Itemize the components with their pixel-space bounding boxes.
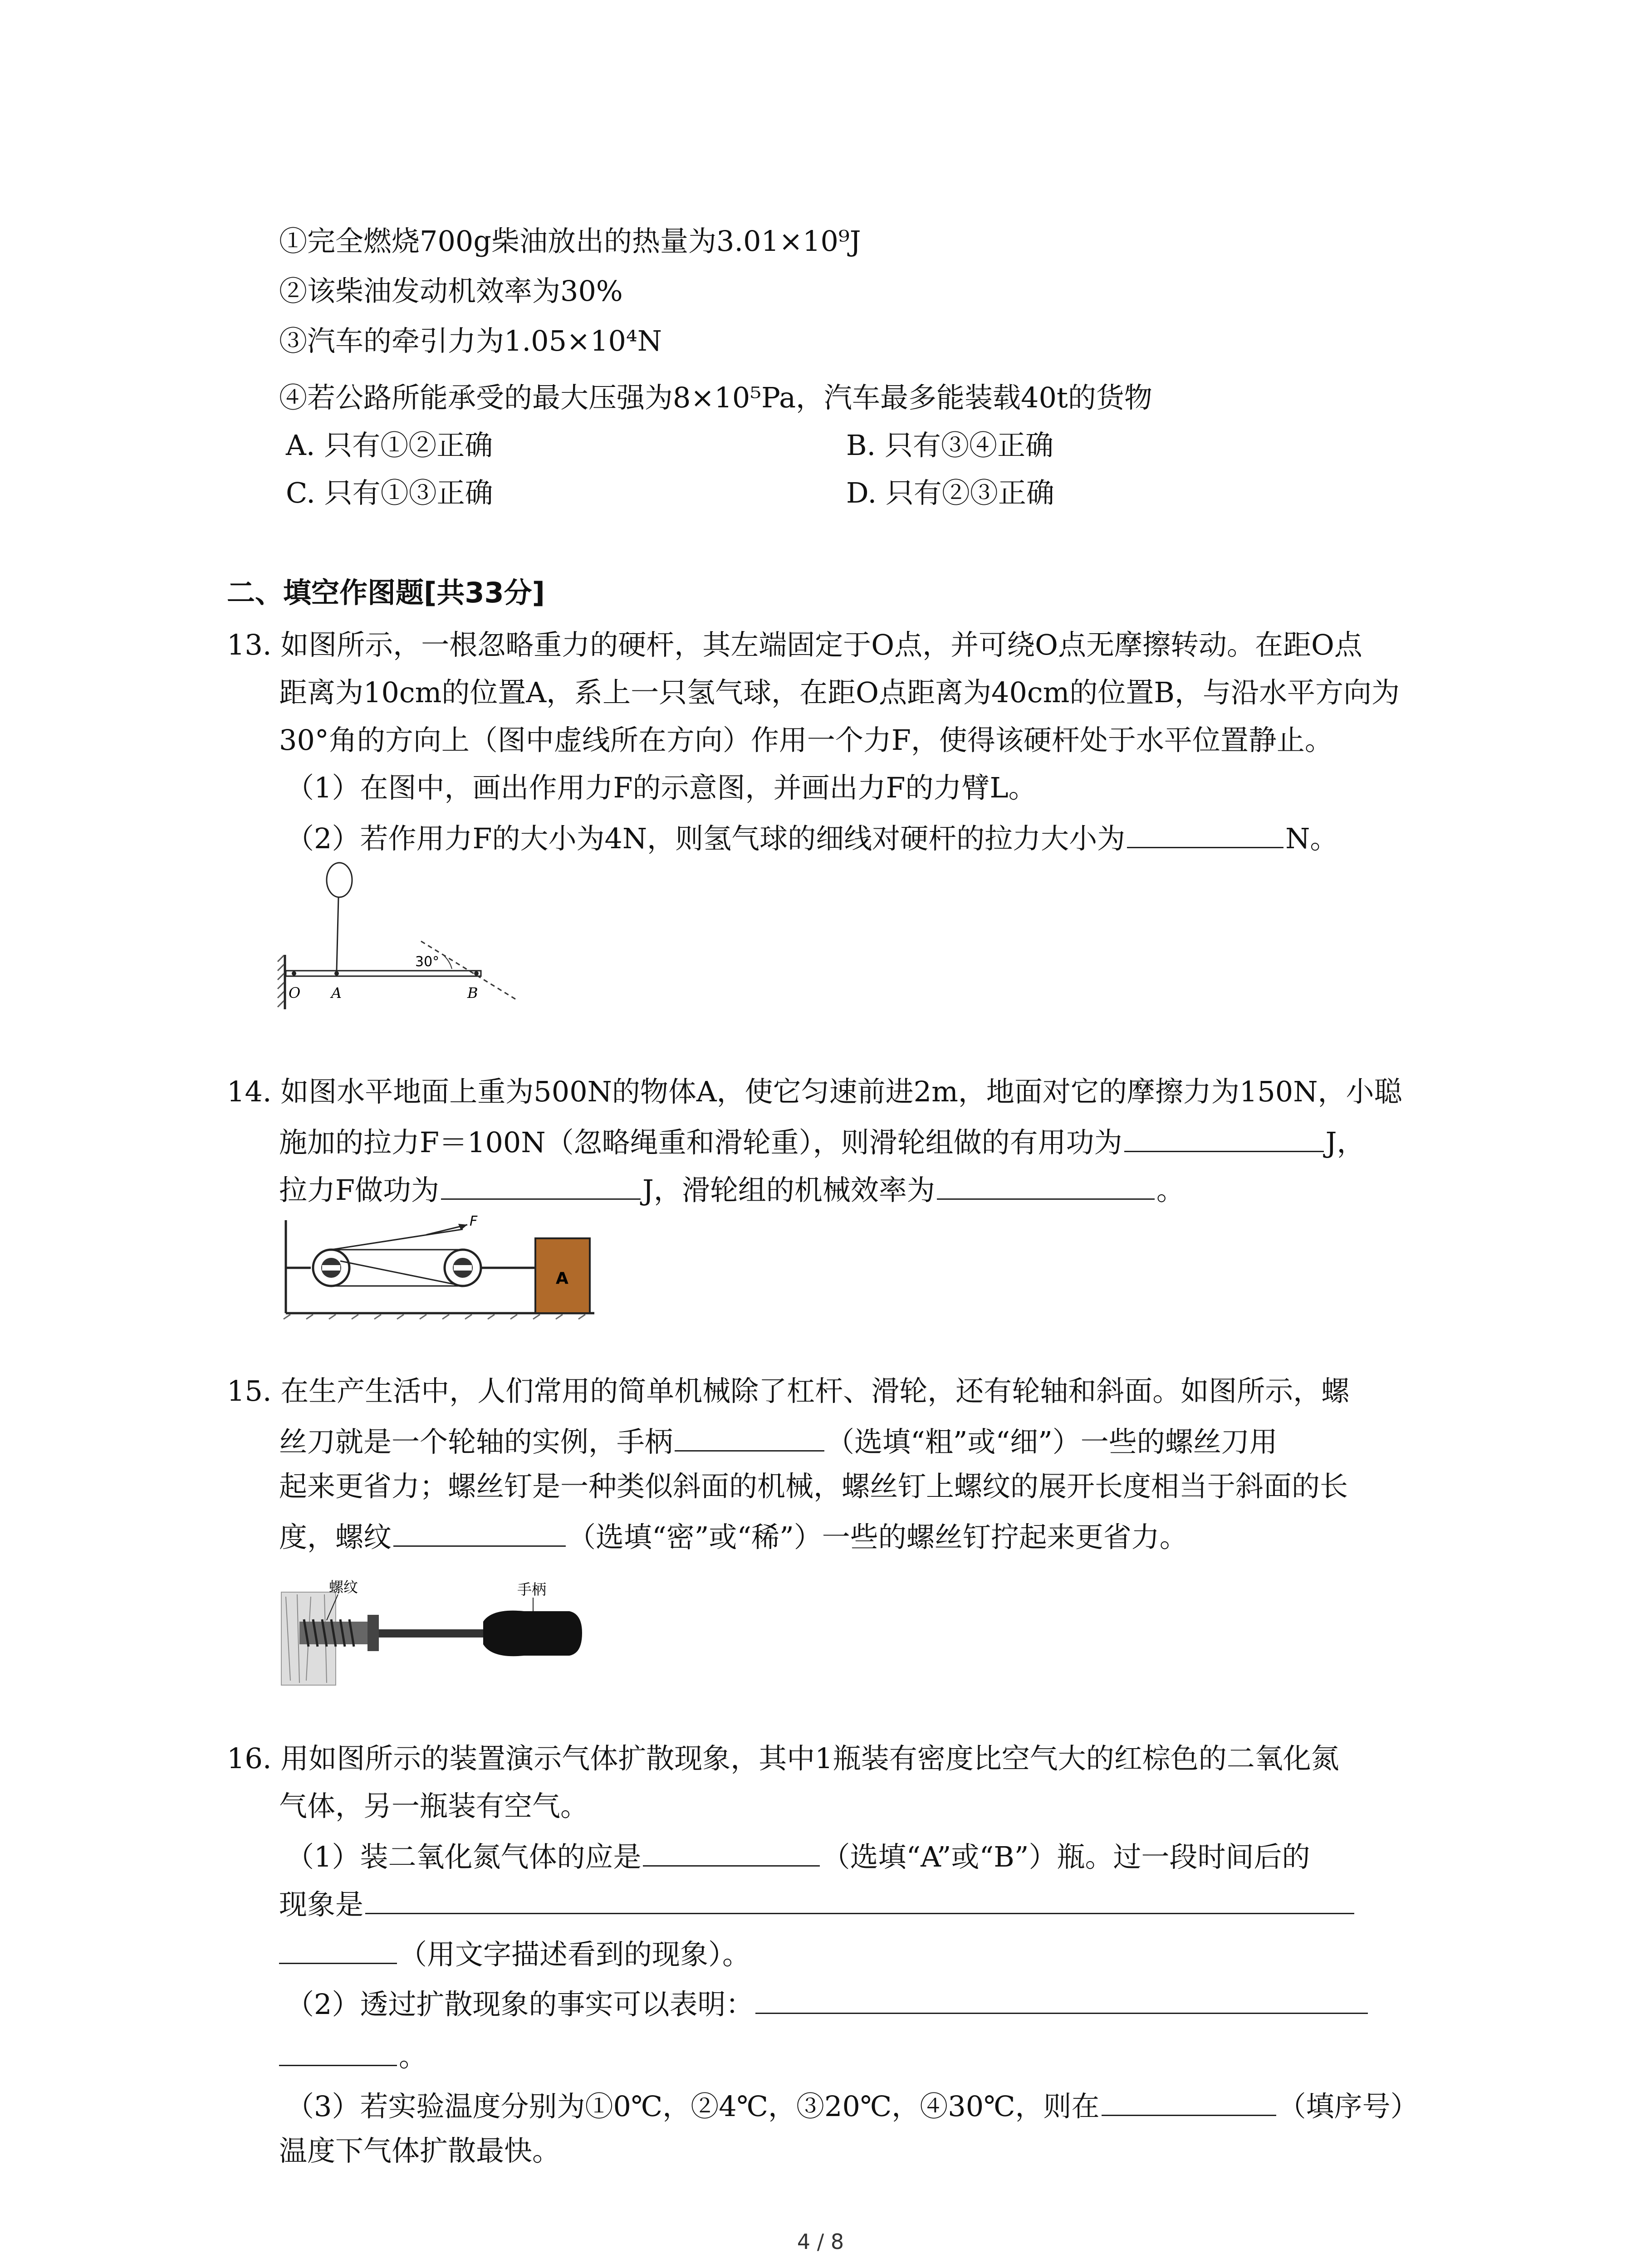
q13-unit: N。 (1285, 822, 1338, 855)
q16-text-5: （2）透过扩散现象的事实可以表明： (286, 1988, 754, 2021)
q15-line-4 (279, 1517, 1188, 1554)
q14-total-work-blank[interactable] (441, 1170, 641, 1200)
statement-3: ③汽车的牵引力为1.05×10⁴N (279, 324, 662, 357)
q13-line-4: （1）在图中，画出作用力F的示意图，并画出力F的力臂L。 (286, 771, 1037, 804)
point-o-label: O (289, 984, 301, 1002)
section-title: 二、填空作图题[共33分] (227, 576, 545, 609)
q13-text: （2）若作用力F的大小为4N，则氢气球的细线对硬杆的拉力大小为 (286, 822, 1126, 855)
q16-text-1: （1）装二氧化氮气体的应是 (286, 1840, 642, 1873)
q16-text-4: （用文字描述看到的现象）。 (399, 1938, 751, 1971)
q14-period: 。 (1156, 1173, 1185, 1207)
q16-text-3: 现象是 (279, 1888, 364, 1921)
q14-line-2 (279, 1123, 1365, 1159)
q14-text-1: 施加的拉力F＝100N（忽略绳重和滑轮重），则滑轮组做的有用功为 (279, 1126, 1122, 1159)
q14-line-3 (279, 1170, 1185, 1207)
option-a: A. 只有①②正确 (286, 429, 493, 462)
q16-phenomenon-blank-2[interactable] (279, 1935, 397, 1964)
q15-text-1: 丝刀就是一个轮轴的实例，手柄 (279, 1425, 673, 1458)
option-d: D. 只有②③正确 (846, 476, 1054, 509)
q13-answer-blank[interactable] (1127, 819, 1283, 848)
q14-line-1: 14. 如图水平地面上重为500N的物体A，使它匀速前进2m，地面对它的摩擦力为150N，小聪 (227, 1075, 1402, 1108)
q15-line-2 (279, 1422, 1278, 1459)
q16-text-2: （选填“A”或“B”）瓶。过一段时间后的 (822, 1840, 1310, 1873)
block-a-label: A (556, 1269, 568, 1288)
q16-text-8: （填序号） (1278, 2090, 1419, 2123)
option-b: B. 只有③④正确 (846, 429, 1053, 462)
q13-line-2: 距离为10cm的位置A，系上一只氢气球，在距O点距离为40cm的位置B，与沿水平方向为 (279, 676, 1400, 709)
q16-line-6 (286, 1984, 1370, 2021)
page-number: 4 / 8 (797, 2229, 844, 2254)
statement-4: ④若公路所能承受的最大压强为8×10⁵Pa，汽车最多能装载40t的货物 (279, 381, 1152, 414)
q15-thread-blank[interactable] (393, 1517, 566, 1547)
q14-unit-1: J， (1325, 1126, 1365, 1159)
q14-useful-work-blank[interactable] (1124, 1123, 1324, 1152)
q16-line-9: 温度下气体扩散最快。 (279, 2134, 561, 2167)
q16-temperature-blank[interactable] (1102, 2087, 1276, 2116)
q14-text-2: 拉力F做功为 (279, 1173, 440, 1207)
point-a-label: A (331, 984, 342, 1002)
lever-figure (277, 857, 531, 1012)
q15-line-1: 15. 在生产生活中，人们常用的简单机械除了杠杆、滑轮，还有轮轴和斜面。如图所示，螺 (227, 1374, 1350, 1408)
angle-label: 30° (415, 954, 440, 970)
q15-text-3: 度，螺纹 (279, 1520, 392, 1554)
option-c: C. 只有①③正确 (286, 476, 493, 509)
q13-line-5 (286, 819, 1338, 855)
q13-line-1: 13. 如图所示，一根忽略重力的硬杆，其左端固定于O点，并可绕O点无摩擦转动。在距O点 (227, 628, 1362, 661)
point-b-label: B (467, 984, 478, 1002)
q15-text-2: （选填“粗”或“细”）一些的螺丝刀用 (826, 1425, 1278, 1458)
statement-2: ②该柴油发动机效率为30% (279, 274, 623, 308)
q16-line-3 (286, 1837, 1310, 1874)
q15-line-3: 起来更省力；螺丝钉是一种类似斜面的机械，螺丝钉上螺纹的展开长度相当于斜面的长 (279, 1470, 1348, 1503)
q16-line-1: 16. 用如图所示的装置演示气体扩散现象，其中1瓶装有密度比空气大的红棕色的二氧化氮 (227, 1742, 1339, 1775)
q14-efficiency-blank[interactable] (937, 1170, 1155, 1200)
q15-handle-blank[interactable] (675, 1422, 824, 1452)
handle-label: 手柄 (517, 1581, 547, 1598)
q16-text-7: （3）若实验温度分别为①0℃，②4℃，③20℃，④30℃，则在 (286, 2090, 1100, 2123)
q16-text-6: 。 (399, 2040, 427, 2073)
q15-text-4: （选填“密”或“稀”）一些的螺丝钉拧起来更省力。 (568, 1520, 1188, 1554)
thread-label: 螺纹 (329, 1579, 358, 1596)
force-f-label: F (470, 1213, 478, 1229)
q16-line-2: 气体，另一瓶装有空气。 (279, 1789, 589, 1823)
q16-conclusion-blank-2[interactable] (279, 2037, 397, 2066)
statement-1: ①完全燃烧700g柴油放出的热量为3.01×10⁹J (279, 225, 861, 258)
pulley-figure (277, 1211, 603, 1320)
q16-line-5 (279, 1935, 750, 1971)
q16-bottle-blank[interactable] (643, 1837, 820, 1867)
q14-text-3: J，滑轮组的机械效率为 (642, 1173, 935, 1207)
q16-conclusion-blank[interactable] (755, 1984, 1368, 2014)
q16-line-7 (279, 2037, 427, 2073)
q16-phenomenon-blank[interactable] (365, 1885, 1354, 1914)
q13-line-3: 30°角的方向上（图中虚线所在方向）作用一个力F，使得该硬杆处于水平位置静止。 (279, 723, 1333, 757)
screwdriver-figure (279, 1579, 588, 1687)
q16-line-8 (286, 2087, 1419, 2123)
q16-line-4 (279, 1885, 1356, 1921)
